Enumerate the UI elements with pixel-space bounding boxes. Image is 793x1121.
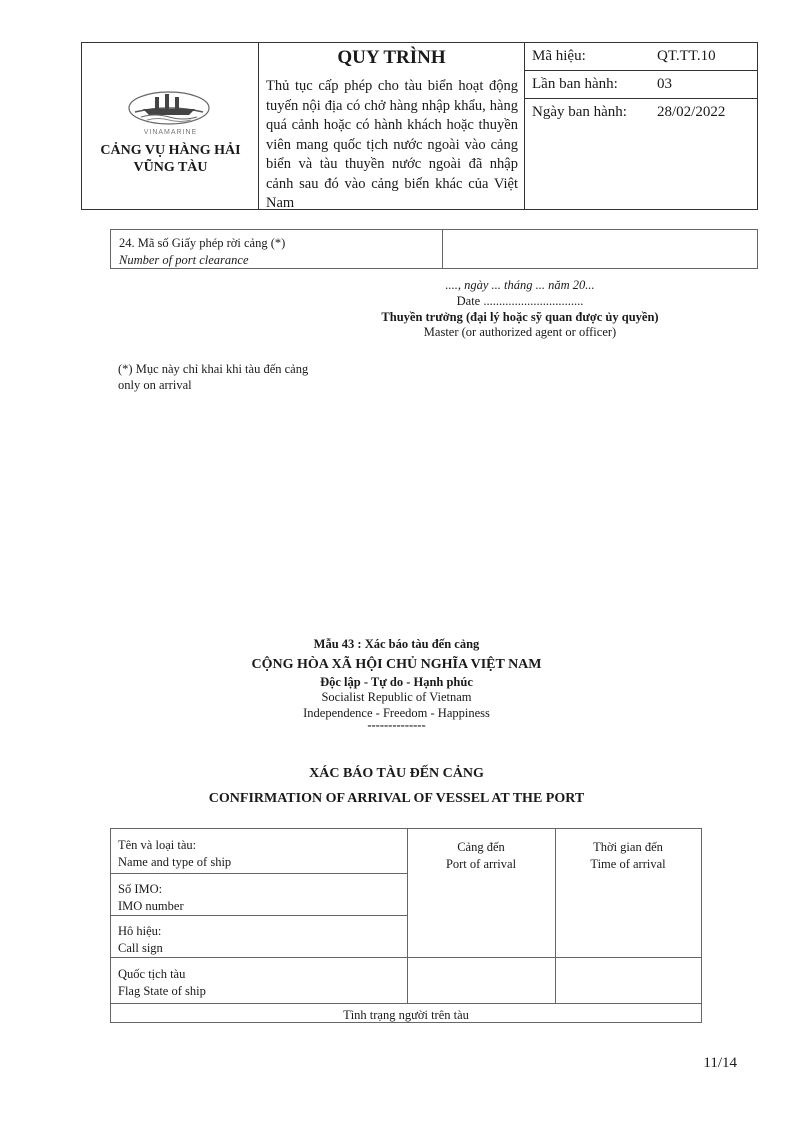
flag-state-label-vi: Quốc tịch tàu [118,967,186,981]
org-brand-text: VINAMARINE [143,129,198,136]
time-of-arrival-en: Time of arrival [590,857,666,871]
footnote-vi: (*) Mục này chỉ khai khi tàu đến cảng [118,362,309,376]
meta-row-edition [525,71,757,99]
header-meta-cell [525,43,757,209]
imo-number-label-vi: Số IMO: [118,882,163,896]
call-sign-label-en: Call sign [118,941,163,955]
row-divider [111,915,407,916]
signature-date-vi: ...., ngày ... tháng ... năm 20... [445,278,595,292]
motto-vi: Độc lập - Tự do - Hạnh phúc [320,675,473,689]
org-name-line1: CẢNG VỤ HÀNG HẢI [100,143,241,158]
meta-label: Ngày ban hành: [532,104,627,120]
form-title-vi: XÁC BÁO TÀU ĐẾN CẢNG [309,766,484,781]
port-of-arrival-vi: Cảng đến [457,840,505,854]
flag-state-label-en: Flag State of ship [118,984,206,998]
imo-number-label-en: IMO number [118,899,184,913]
port-clearance-label-vi: 24. Mã số Giấy phép rời cảng (*) [119,236,286,250]
meta-row-date [525,99,757,127]
meta-label: Mã hiệu: [532,48,586,64]
meta-label: Lần ban hành: [532,76,618,92]
port-clearance-label-en: Number of port clearance [119,253,249,267]
signature-signer-vi: Thuyền trưởng (đại lý hoặc sỹ quan được ủy quyền) [381,310,659,324]
arrival-confirmation-table [110,828,702,1023]
row-divider [111,1003,701,1004]
form-number: Mẫu 43 : Xác báo tàu đến cảng [313,637,480,651]
port-of-arrival-header [407,839,555,873]
column-divider [442,230,443,268]
port-clearance-row [110,229,758,269]
header-title-cell [259,43,525,209]
imo-number-label [118,881,184,915]
row-divider [111,957,701,958]
org-name-line2: VŨNG TÀU [133,160,208,175]
port-of-arrival-en: Port of arrival [445,857,517,871]
ship-name-label-en: Name and type of ship [118,855,232,869]
document-header-table [81,42,758,210]
republic-name-en: Socialist Republic of Vietnam [321,690,472,704]
signature-signer-en: Master (or authorized agent or officer) [423,325,617,339]
meta-value: 03 [657,76,672,92]
time-of-arrival-vi: Thời gian đến [593,840,663,854]
time-of-arrival-header [555,839,701,873]
form-title-en: CONFIRMATION OF ARRIVAL OF VESSEL AT THE PORT [208,791,585,806]
meta-row-code [525,43,757,71]
flag-state-label [118,966,206,1000]
meta-value: QT.TT.10 [657,48,716,64]
ship-name-label [118,837,231,871]
persons-on-board-header: Tình trạng người trên tàu [343,1008,469,1022]
footnote-en: only on arrival [118,378,192,392]
motto-en: Independence - Freedom - Happiness [303,706,490,720]
call-sign-label-vi: Hô hiệu: [118,924,162,938]
meta-value: 28/02/2022 [657,104,726,120]
heading-divider: -------------- [367,718,426,732]
call-sign-label [118,923,163,957]
ship-name-label-vi: Tên và loại tàu: [118,838,197,852]
doc-description: Thủ tục cấp phép cho tàu biển hoạt động tuyến nội địa có chở hàng nhập khẩu, hàng quá cảnh hoặc có hành khách hoặc thuyền viên mang quốc tịch nước ngoài vào cảng biển và tàu thuyền nước ngoài đã nhập cảnh sau đó vào cảng biển khác của Việt Nam [266,78,518,211]
row-divider [111,873,407,874]
page-number: 11/14 [703,1055,737,1071]
signature-date-en: Date ................................ [456,294,584,308]
org-name [82,142,259,176]
header-logo-cell [82,43,259,209]
republic-name-vi: CỘNG HÒA XÃ HỘI CHỦ NGHĨA VIỆT NAM [251,657,542,672]
doc-type-title: QUY TRÌNH [337,47,446,68]
